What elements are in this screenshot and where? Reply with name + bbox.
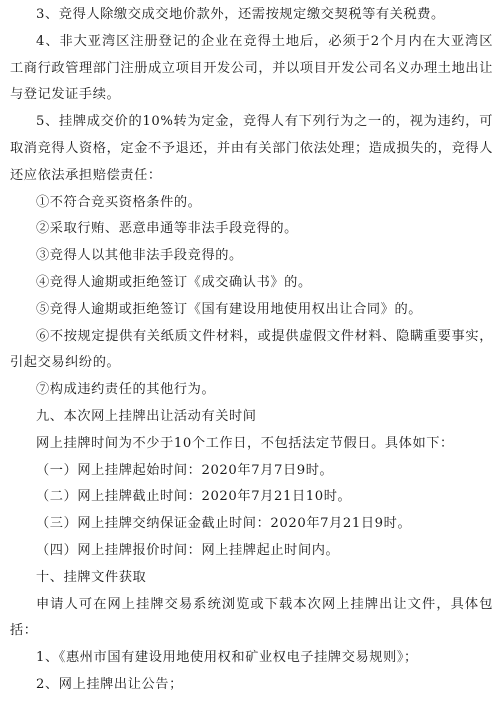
list-item-breach-6: ⑥不按规定提供有关纸质文件材料，或提供虚假文件材料、隐瞒重要事实，引起交易纠纷的。 (10, 328, 493, 371)
paragraph-tax-fees: 3、竞得人除缴交成交地价款外，还需按规定缴交契税等有关税费。 (36, 7, 445, 22)
list-item-breach-1: ①不符合竞买资格条件的。 (36, 194, 202, 210)
list-item-breach-5: ⑤竞得人逾期或拒绝签订《国有建设用地使用权出让合同》的。 (36, 301, 423, 317)
paragraph-registration: 4、非大亚湾区注册登记的企业在竞得土地后，必须于2个月内在大亚湾区工商行政管理部门注册成立项目开发公司，并以项目开发公司名义办理土地出让与登记发证手续。 (10, 33, 493, 103)
document-item-rules: 1、《惠州市国有建设用地使用权和矿业权电子挂牌交易规则》； (36, 650, 418, 666)
list-item-breach-3: ③竞得人以其他非法手段竞得的。 (36, 248, 243, 264)
schedule-item-end: （二）网上挂牌截止时间：2020年7月21日10时。 (36, 489, 352, 505)
paragraph-documents-intro: 申请人可在网上挂牌交易系统浏览或下载本次网上挂牌出让文件，具体包括： (10, 596, 493, 639)
document-item-announcement: 2、网上挂牌出让公告； (36, 676, 183, 692)
schedule-item-deposit-deadline: （三）网上挂牌交纳保证金截止时间：2020年7月21日9时。 (36, 516, 412, 532)
list-item-breach-4: ④竞得人逾期或拒绝签订《成交确认书》的。 (36, 274, 312, 290)
schedule-item-bidding-time: （四）网上挂牌报价时间：网上挂牌起止时间内。 (36, 542, 340, 558)
schedule-item-start: （一）网上挂牌起始时间：2020年7月7日9时。 (36, 462, 334, 478)
section-heading-documents: 十、挂牌文件获取 (36, 569, 147, 585)
list-item-breach-2: ②采取行贿、恶意串通等非法手段竞得的。 (36, 221, 298, 237)
list-item-breach-7: ⑦构成违约责任的其他行为。 (36, 382, 216, 398)
section-heading-schedule: 九、本次网上挂牌出让活动有关时间 (36, 408, 257, 424)
paragraph-deposit-breach: 5、挂牌成交价的10%转为定金，竞得人有下列行为之一的，视为违约，可取消竞得人资格，定金不予退还，并由有关部门依法处理；造成损失的，竞得人还应依法承担赔偿责任： (10, 114, 493, 183)
paragraph-listing-period: 网上挂牌时间为不少于10个工作日，不包括法定节假日。具体如下： (36, 435, 454, 451)
